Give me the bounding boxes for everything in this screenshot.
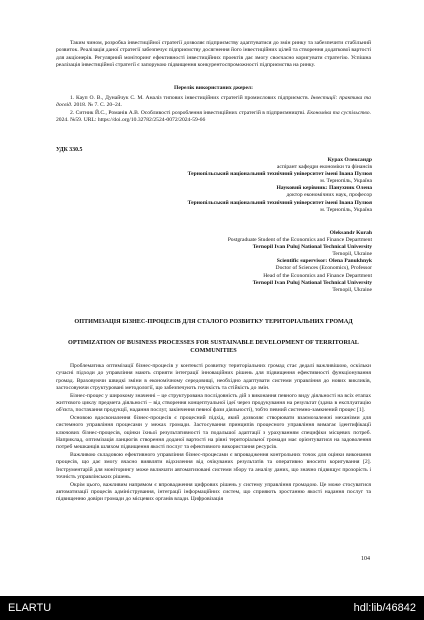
intro-paragraph: Таким чином, розробка інвестиційної стратегії дозволяє підприємству адаптуватися до змін ринку та забезпечити стабільний розвиток. Реалізація даної стратегії забезпечує підприємству досягнення його інвестиційних цілей та створення додаткової вартості для акціонерів. Регулярний моніторинг ефективності інвестиційних проектів дає змогу своєчасно коригувати стратегію. Успішна реалізація інвестиційної стратегії є запорукою підвищення конкурентоспроможності підприємства на ринку. — [56, 40, 371, 69]
body-paragraph: Основою вдосконалення бізнес-процесів є процесний підхід, який дозволяє створювати взаємозалежні механізми для системного управління процесами у межах громади. Застосування принципів процесного управління вимагає ідентифікації ключових бізнес-процесів, оцінки їхньої результативності та подальшої адаптації з урахуванням специфіки місцевих потреб. Наприклад, оптимізація ланцюгів створення доданої вартості на рівні територіальної громади має орієнтуватися на задоволення потреб мешканців шляхом підвищення якості послуг та ефективного використання ресурсів. — [56, 414, 371, 451]
author-line: Науковий керівник: Панухник Олена — [276, 185, 372, 192]
body-paragraph: Окрім цього, важливим напрямом є впровадження цифрових рішень у систему управління громадою. Це може стосуватися автоматизації процесів адміністрування, інтеграції інформаційних систем, що сприяють зростанню якості надання послуг та підвищенню довіри громади до місцевих органів влади. Цифровізація — [56, 481, 371, 503]
udk-code: УДК 330.5 — [56, 147, 83, 153]
body-paragraph: Важливою складовою ефективного управління бізнес-процесами є впровадження контрольних точок для оцінки виконання процесів, що дає змогу вчасно виявляти відхилення від очікуваних результатів та оперативно вносити коригування [2]. Інструментарій для моніторингу може включати автоматизовані системи збору та аналізу даних, що значно підвищує прозорість і точність управлінських рішень. — [56, 451, 371, 481]
author-line: Oleksandr Kurah — [329, 230, 372, 236]
author-line: Тернопільський національний технічний університет імені Івана Пулюя — [187, 199, 372, 206]
author-line: Head of the Economics and Finance Department — [263, 272, 372, 279]
body-paragraph: Проблематика оптимізації бізнес-процесів у контексті розвитку територіальних громад стає дедалі важливішою, оскільки сучасні підходи до управління мають сприяти інтеграції інноваційних рішень для підвищення ефективності функціонування громад. Враховуючи швидкі зміни в економічному середовищі, необхідно адаптувати системи управління до нових викликів, застосовуючи структуровані методології, що забезпечують гнучкість та стійкість до змін. — [56, 363, 371, 392]
title-ukrainian: ОПТИМІЗАЦІЯ БІЗНЕС-ПРОЦЕСІВ ДЛЯ СТАЛОГО РОЗВИТКУ ТЕРИТОРІАЛЬНИХ ГРОМАД — [74, 318, 353, 325]
repository-footer — [0, 596, 424, 620]
title-english: OPTIMIZATION OF BUSINESS PROCESSES FOR SUSTAINABLE DEVELOPMENT OF TERRITORIAL COMMUNITIES — [68, 339, 359, 354]
body-paragraph: Бізнес-процес у широкому значенні – це структурована послідовність дій з виконання певного виду діяльності на всіх етапах життєвого циклу предмета діяльності – від створення концептуальної ідеї через продукування на результат (здача в експлуатацію об'єкта, постачання продукції, надання послуг, закінчення певної фази діяльності), тобто певний системно-замкнений процес [1]. — [56, 392, 371, 414]
handle-id[interactable]: hdl:lib/46842 — [353, 602, 416, 614]
authors-ukrainian — [72, 157, 372, 214]
author-line: Курах Олександр — [327, 157, 372, 163]
article-body — [56, 363, 371, 504]
author-line: Ternopil Ivan Puluj National Technical University — [252, 244, 372, 251]
author-line: Тернопільський національний технічний університет імені Івана Пулюя — [187, 171, 372, 178]
author-line: Scientific supervisor: Olena Panukhnyk — [276, 258, 372, 265]
author-line: Doctor of Sciences (Economics), Professor — [275, 265, 372, 272]
author-line: Ternopil Ivan Puluj National Technical University — [252, 279, 372, 286]
author-line: м. Тернопіль, Україна — [320, 206, 372, 213]
page-number: 104 — [361, 556, 370, 562]
references-list — [56, 95, 371, 125]
author-line: аспірант кафедри економіки та фінансів — [276, 164, 372, 171]
repository-name[interactable]: ELARTU — [8, 602, 52, 614]
author-line: Ternopil, Ukraine — [332, 251, 372, 258]
authors-english — [72, 230, 372, 294]
author-line: Postgraduate Student of the Economics and Finance Department — [227, 237, 372, 244]
reference-item: 1. Кауп О. В., Дунайчук С. М. Аналіз типових інвестиційних стратегій промислових підприємств. Інвестиції: практика та досвід. 2018. № 7. С. 20–24. — [56, 95, 371, 109]
author-line: м. Тернопіль, Україна — [320, 178, 372, 185]
author-line: доктор економічних наук, професор — [286, 192, 372, 199]
reference-item: 2. Ситник Й.С., Романів А.В. Особливості розроблення інвестиційних стратегій в підприємництві. Економіка та суспільство. 2024. №59. URL: https://doi.org/10.32782/2524-0072/2024-59-66 — [56, 109, 371, 124]
references-title: Перелік використаних джерел: — [174, 85, 253, 91]
author-line: Ternopil, Ukraine — [332, 286, 372, 293]
